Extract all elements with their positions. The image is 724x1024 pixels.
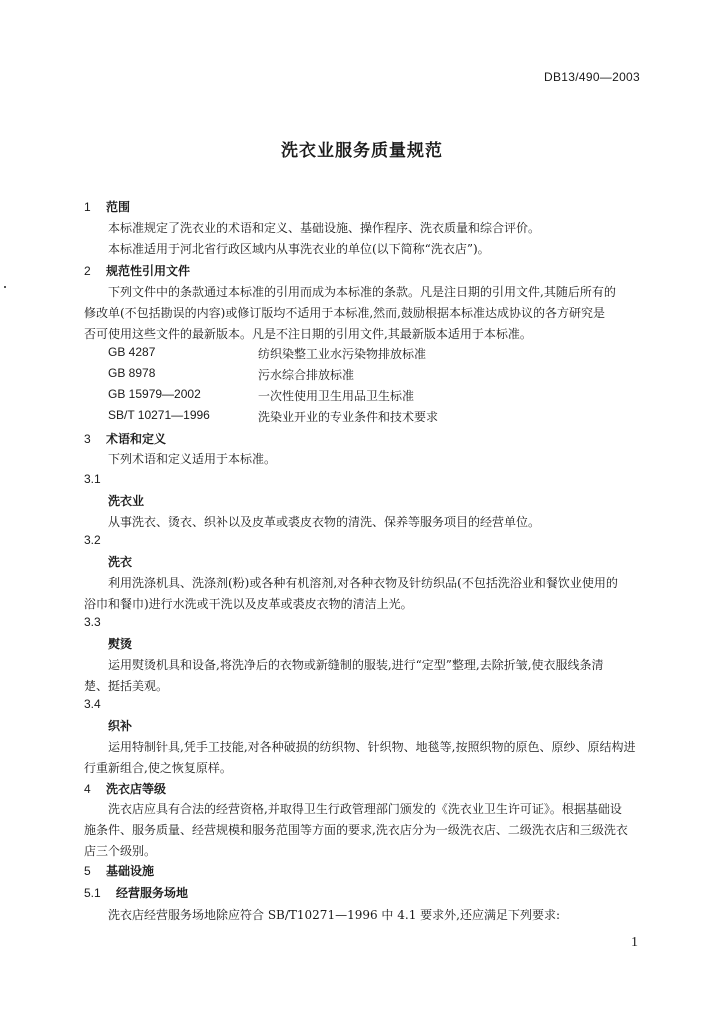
term: 织补 bbox=[108, 719, 133, 733]
definition-line: 行重新组合,使之恢复原样。 bbox=[84, 761, 232, 775]
section-title: 规范性引用文件 bbox=[106, 264, 191, 278]
clause-number: 3.1 bbox=[84, 472, 101, 486]
section-number: 4 bbox=[84, 782, 91, 796]
paragraph-line: 否可使用这些文件的最新版本。凡是不注日期的引用文件,其最新版本适用于本标准。 bbox=[84, 327, 532, 341]
section-number: 1 bbox=[84, 200, 91, 214]
reference-title: 纺织染整工业水污染物排放标准 bbox=[258, 347, 427, 361]
paragraph-line: 店三个级别。 bbox=[84, 844, 157, 858]
definition-line: 从事洗衣、烫衣、织补以及皮革或裘皮衣物的清洗、保养等服务项目的经营单位。 bbox=[108, 515, 541, 529]
paragraph: 本标准适用于河北省行政区域内从事洗衣业的单位(以下简称“洗衣店”)。 bbox=[108, 242, 490, 256]
definition-line: 运用特制针具,凭手工技能,对各种破损的纺织物、针织物、地毯等,按照织物的原色、原纱、原结构进 bbox=[108, 740, 636, 754]
paragraph-line: 洗衣店应具有合法的经营资格,并取得卫生行政管理部门颁发的《洗衣业卫生许可证》。根据基础设 bbox=[108, 802, 622, 816]
reference-code: GB 15979—2002 bbox=[108, 387, 201, 401]
paragraph-line: 施条件、服务质量、经营规模和服务范围等方面的要求,洗衣店分为一级洗衣店、二级洗衣店和三级洗衣 bbox=[84, 823, 628, 837]
section-title: 基础设施 bbox=[106, 864, 155, 878]
definition-line: 利用洗涤机具、洗涤剂(粉)或各种有机溶剂,对各种衣物及针纺织品(不包括洗浴业和餐饮业使用的 bbox=[108, 576, 618, 590]
reference-title: 污水综合排放标准 bbox=[258, 368, 355, 382]
standard-number: DB13/490—2003 bbox=[544, 70, 640, 84]
clause-number: 3.4 bbox=[84, 697, 101, 711]
definition-line: 运用熨烫机具和设备,将洗净后的衣物或新缝制的服装,进行“定型”整理,去除折皱,使衣服线条清 bbox=[108, 658, 604, 672]
section-5-heading bbox=[84, 862, 154, 879]
section-title: 洗衣店等级 bbox=[106, 782, 167, 796]
section-title: 经营服务场地 bbox=[116, 886, 189, 900]
section-title: 范围 bbox=[106, 200, 131, 214]
paragraph-line: 下列文件中的条款通过本标准的引用而成为本标准的条款。凡是注日期的引用文件,其随后所有的 bbox=[108, 285, 616, 299]
section-number: 5 bbox=[84, 864, 91, 878]
paragraph: 本标准规定了洗衣业的术语和定义、基础设施、操作程序、洗衣质量和综合评价。 bbox=[108, 221, 541, 235]
clause-number: 3.3 bbox=[84, 615, 101, 629]
term: 洗衣 bbox=[108, 555, 133, 569]
paragraph: 下列术语和定义适用于本标准。 bbox=[108, 452, 277, 466]
section-1-heading bbox=[84, 198, 130, 215]
paragraph-line: 修改单(不包括勘误的内容)或修订版均不适用于本标准,然而,鼓励根据本标准达成协议的各方研究是 bbox=[84, 306, 605, 320]
page-number: 1 bbox=[631, 935, 638, 950]
definition-line: 楚、挺括美观。 bbox=[84, 679, 169, 693]
section-title: 术语和定义 bbox=[106, 432, 167, 446]
subsection-5-1-heading bbox=[84, 884, 188, 901]
section-4-heading bbox=[84, 780, 166, 797]
reference-code: GB 8978 bbox=[108, 366, 156, 380]
clause-number: 3.2 bbox=[84, 533, 101, 547]
reference-code: GB 4287 bbox=[108, 345, 156, 359]
reference-title: 洗染业开业的专业条件和技术要求 bbox=[258, 410, 439, 424]
section-number: 2 bbox=[84, 264, 91, 278]
paragraph-line: 洗衣店经营服务场地除应符合 SB/T10271—1996 中 4.1 要求外,还应满足下列要求: bbox=[108, 908, 561, 922]
page-title: 洗衣业服务质量规范 bbox=[281, 141, 443, 161]
term: 洗衣业 bbox=[108, 494, 145, 508]
definition-line: 浴巾和餐巾)进行水洗或干洗以及皮革或裘皮衣物的清洁上光。 bbox=[84, 597, 413, 611]
section-3-heading bbox=[84, 430, 166, 447]
section-number: 5.1 bbox=[84, 886, 101, 900]
section-number: 3 bbox=[84, 432, 91, 446]
reference-title: 一次性使用卫生用品卫生标准 bbox=[258, 389, 415, 403]
section-2-heading bbox=[84, 262, 190, 279]
margin-mark bbox=[4, 286, 6, 288]
reference-code: SB/T 10271—1996 bbox=[108, 408, 210, 422]
term: 熨烫 bbox=[108, 637, 133, 651]
